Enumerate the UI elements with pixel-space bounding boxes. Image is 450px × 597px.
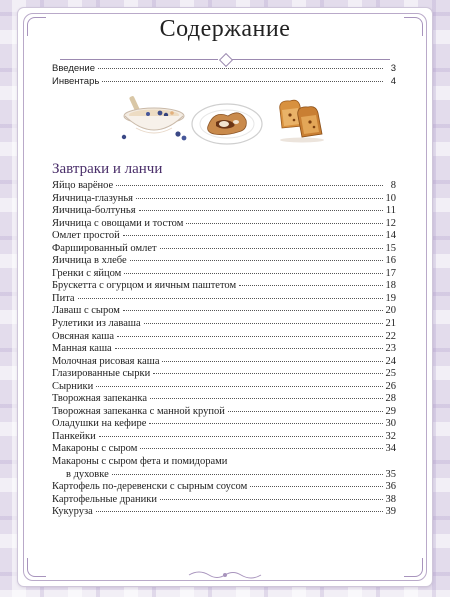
toc-entry-page: 22 xyxy=(385,330,396,342)
toc-entry-page: 24 xyxy=(385,355,396,367)
toc-leader-dots xyxy=(140,448,382,449)
toc-entry[interactable] xyxy=(52,305,396,318)
toc-entry[interactable] xyxy=(52,494,396,507)
toc-entry[interactable] xyxy=(52,255,396,268)
toc-entry[interactable] xyxy=(52,469,396,482)
toc-entry-page: 26 xyxy=(385,380,396,392)
toc-leader-dots xyxy=(123,310,383,311)
toc-entry-title: Картофельные драники xyxy=(52,493,157,505)
toc-entry-page: 35 xyxy=(385,468,396,480)
toc-leader-dots xyxy=(150,398,382,399)
toc-entry-page: 29 xyxy=(385,405,396,417)
toc-entry-page: 20 xyxy=(385,305,396,317)
toc-entry[interactable] xyxy=(52,268,396,281)
page-title: Содержание xyxy=(159,16,291,42)
footer-flourish-icon xyxy=(187,567,263,583)
toc-leader-dots xyxy=(149,423,382,424)
toc-entry[interactable] xyxy=(52,293,396,306)
toc-entry-page: 18 xyxy=(385,280,396,292)
toc-entry-page: 15 xyxy=(385,242,396,254)
toc-entry-page: 11 xyxy=(385,205,396,217)
toc-entry-title: в духовке xyxy=(66,468,109,480)
toc-entry[interactable] xyxy=(52,431,396,444)
toc-entry-page: 38 xyxy=(385,493,396,505)
toc-entry-page: 30 xyxy=(385,418,396,430)
toc-entry[interactable] xyxy=(52,381,396,394)
toc-entry[interactable] xyxy=(52,506,396,519)
toc-entry[interactable] xyxy=(52,205,396,218)
toc-entry[interactable] xyxy=(52,481,396,494)
toc-entry-title: Рулетики из лаваша xyxy=(52,318,141,330)
toc-entry[interactable] xyxy=(52,393,396,406)
title-block xyxy=(0,16,450,43)
toc-entry-page: 4 xyxy=(390,75,396,87)
toc-entry-page: 17 xyxy=(385,267,396,279)
toc-entry-page: 8 xyxy=(390,180,396,191)
toc-entry-page: 23 xyxy=(385,343,396,355)
toc-entry[interactable] xyxy=(52,230,396,243)
toc-entry-page: 21 xyxy=(385,318,396,330)
toc-entry-title: Введение xyxy=(52,63,96,74)
footer-ornament xyxy=(0,567,450,583)
intro-toc xyxy=(52,63,396,88)
toc-entry-page: 3 xyxy=(390,63,396,74)
toc-entry-page: 32 xyxy=(385,430,396,442)
illustration-strip xyxy=(0,94,450,146)
toc-entry-title: Омлет простой xyxy=(52,230,120,242)
toc-entry-title: Макароны с сыром xyxy=(52,443,138,455)
toc-entry-title: Творожная запеканка xyxy=(52,393,148,405)
pastry-plate-icon xyxy=(190,98,264,150)
toc-leader-dots xyxy=(96,511,383,512)
toc-leader-dots xyxy=(139,210,383,211)
toc-entry-title: Глазированные сырки xyxy=(52,368,151,380)
section-toc xyxy=(52,180,396,519)
toc-leader-dots xyxy=(123,235,383,236)
toc-entry[interactable] xyxy=(52,280,396,293)
toc-entry-title: Яичница с овощами и тостом xyxy=(52,217,184,229)
toc-entry-page: 10 xyxy=(385,192,396,204)
toc-entry-title: Фаршированный омлет xyxy=(52,242,157,254)
toc-entry-page: 28 xyxy=(385,393,396,405)
toc-entry-title: Гренки с яйцом xyxy=(52,267,122,279)
toc-entry-title: Панкейки xyxy=(52,430,96,442)
toc-leader-dots xyxy=(98,68,383,69)
toc-entry-title: Сырники xyxy=(52,380,94,392)
toc-entry[interactable] xyxy=(52,456,396,469)
toc-entry[interactable] xyxy=(52,406,396,419)
toc-entry-page: 36 xyxy=(385,481,396,493)
toc-entry[interactable] xyxy=(52,193,396,206)
section-heading: Завтраки и ланчи xyxy=(52,161,163,177)
toc-entry-title: Молочная рисовая каша xyxy=(52,355,160,367)
toc-leader-dots xyxy=(96,386,382,387)
toc-entry-title: Овсяная каша xyxy=(52,330,115,342)
toc-entry-page: 14 xyxy=(385,230,396,242)
toc-entry-title: Манная каша xyxy=(52,343,112,355)
toc-leader-dots xyxy=(78,298,383,299)
toc-entry[interactable] xyxy=(52,76,396,89)
toc-entry[interactable] xyxy=(52,318,396,331)
toc-leader-dots xyxy=(117,336,382,337)
toc-leader-dots xyxy=(115,348,383,349)
toast-slices-icon xyxy=(268,96,332,148)
toc-entry[interactable] xyxy=(52,180,396,193)
toc-leader-dots xyxy=(162,361,382,362)
toc-entry-page: 19 xyxy=(385,292,396,304)
toc-leader-dots xyxy=(228,411,383,412)
toc-entry-title: Яичница-глазунья xyxy=(52,192,134,204)
toc-entry-title: Оладушки на кефире xyxy=(52,418,147,430)
toc-entry-page: 16 xyxy=(385,255,396,267)
toc-entry[interactable] xyxy=(52,218,396,231)
toc-leader-dots xyxy=(160,499,383,500)
toc-leader-dots xyxy=(112,474,383,475)
toc-entry-page: 39 xyxy=(385,506,396,518)
toc-entry[interactable] xyxy=(52,343,396,356)
toc-entry-title: Творожная запеканка с манной крупой xyxy=(52,405,225,417)
toc-entry-title: Пита xyxy=(52,292,75,304)
toc-entry-title: Брускетта с огурцом и яичным паштетом xyxy=(52,280,237,292)
toc-leader-dots xyxy=(239,285,382,286)
toc-entry-title: Макароны с сыром фета и помидорами xyxy=(52,456,228,468)
toc-entry-title: Яичница-болтунья xyxy=(52,205,136,217)
toc-leader-dots xyxy=(99,436,383,437)
toc-entry[interactable] xyxy=(52,356,396,369)
toc-entry[interactable] xyxy=(52,443,396,456)
toc-entry-title: Яйцо варёное xyxy=(52,180,114,191)
toc-leader-dots xyxy=(153,373,382,374)
toc-entry-page: 25 xyxy=(385,368,396,380)
toc-entry-title: Инвентарь xyxy=(52,75,100,87)
toc-entry[interactable] xyxy=(52,63,396,76)
toc-entry-title: Лаваш с сыром xyxy=(52,305,120,317)
toc-leader-dots xyxy=(160,248,383,249)
toc-leader-dots xyxy=(124,273,382,274)
toc-entry-title: Кукуруза xyxy=(52,506,93,518)
toc-leader-dots xyxy=(136,198,382,199)
porridge-bowl-icon xyxy=(116,94,190,146)
toc-entry-title: Яичница в хлебе xyxy=(52,255,127,267)
toc-entry-page: 34 xyxy=(385,443,396,455)
toc-leader-dots xyxy=(130,260,383,261)
toc-leader-dots xyxy=(116,185,383,186)
toc-entry-page: 12 xyxy=(385,217,396,229)
toc-leader-dots xyxy=(250,486,382,487)
toc-entry[interactable] xyxy=(52,243,396,256)
toc-leader-dots xyxy=(144,323,383,324)
toc-leader-dots xyxy=(186,223,382,224)
toc-entry[interactable] xyxy=(52,368,396,381)
toc-entry[interactable] xyxy=(52,418,396,431)
toc-leader-dots xyxy=(102,81,383,82)
toc-entry-title: Картофель по-деревенски с сырным соусом xyxy=(52,481,248,493)
toc-entry[interactable] xyxy=(52,331,396,344)
